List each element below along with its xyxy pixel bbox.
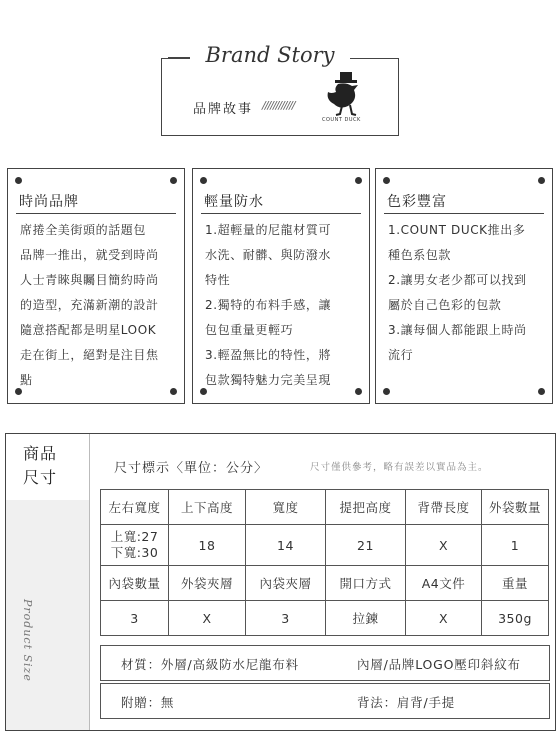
spec-heading-line: 商品 <box>23 444 58 463</box>
product-size-panel <box>5 433 556 731</box>
pin-icon <box>15 177 22 184</box>
table-cell: 3 <box>246 601 326 636</box>
material-row <box>100 645 550 681</box>
card-line: 1.COUNT DUCK推出多 <box>388 223 526 237</box>
pin-icon <box>538 388 545 395</box>
pin-icon <box>200 177 207 184</box>
decorative-slashes: //////////// <box>262 99 295 112</box>
carry-style-text: 背法：肩背/手提 <box>357 695 456 710</box>
card-divider <box>201 213 361 214</box>
feature-card-colors <box>375 168 553 404</box>
table-header-cell: 外袋夾層 <box>169 566 246 601</box>
card-body <box>388 218 542 368</box>
table-header-cell: 內袋數量 <box>101 566 169 601</box>
table-header-cell: 重量 <box>482 566 549 601</box>
product-size-vertical-label: Product Size <box>21 599 34 682</box>
card-line: 3.讓每個人都能跟上時尚 <box>388 323 527 337</box>
card-body <box>20 218 174 393</box>
size-disclaimer: 尺寸僅供參考，略有誤差以實品為主。 <box>310 462 489 473</box>
table-header-row <box>101 490 549 525</box>
card-line: 人士青睞與矚目簡約時尚 <box>20 273 159 287</box>
table-header-cell: 外袋數量 <box>482 490 549 525</box>
pin-icon <box>170 177 177 184</box>
material-inner: 內層/品牌LOGO壓印斜紋布 <box>357 657 521 672</box>
table-header-cell: 寬度 <box>246 490 326 525</box>
table-row <box>101 525 549 566</box>
feature-card-waterproof <box>192 168 370 404</box>
table-cell: 拉鍊 <box>326 601 406 636</box>
card-line: 包款獨特魅力完美呈現 <box>205 373 332 387</box>
size-unit-caption: 尺寸標示〈單位：公分〉 <box>114 461 269 476</box>
card-line: 的造型，充滿新潮的設計 <box>20 298 159 312</box>
spec-heading-line: 尺寸 <box>23 468 58 487</box>
card-line: 走在街上，絕對是注目焦 <box>20 348 159 362</box>
card-title: 時尚品牌 <box>19 194 79 210</box>
table-cell: 1 <box>482 525 549 566</box>
spec-heading <box>23 442 57 490</box>
table-cell: 14 <box>246 525 326 566</box>
table-header-cell: 內袋夾層 <box>246 566 326 601</box>
card-line: 席捲全美街頭的話題包 <box>20 223 147 237</box>
table-header-cell: 提把高度 <box>326 490 406 525</box>
card-line: 特性 <box>205 273 231 287</box>
pin-icon <box>383 177 390 184</box>
pin-icon <box>383 388 390 395</box>
size-table <box>100 489 549 636</box>
brand-story-script-title: Brand Story <box>190 38 350 72</box>
card-line: 種色系包款 <box>388 248 452 262</box>
gift-text: 附贈：無 <box>121 695 175 710</box>
table-cell: X <box>406 525 482 566</box>
card-line: 3.輕盈無比的特性，將 <box>205 348 332 362</box>
card-line: 品牌一推出，就受到時尚 <box>20 248 159 262</box>
table-header-cell: 左右寬度 <box>101 490 169 525</box>
card-line: 流行 <box>388 348 414 362</box>
card-body <box>205 218 359 393</box>
table-header-row <box>101 566 549 601</box>
card-divider <box>384 213 544 214</box>
table-header-cell: 背帶長度 <box>406 490 482 525</box>
card-divider <box>16 213 176 214</box>
brand-divider <box>168 57 192 58</box>
card-line: 屬於自己色彩的包款 <box>388 298 502 312</box>
table-cell: 18 <box>169 525 246 566</box>
card-line: 水洗、耐髒、與防潑水 <box>205 248 332 262</box>
pin-icon <box>538 177 545 184</box>
card-line: 隨意搭配都是明星LOOK <box>20 323 157 337</box>
gift-carry-row <box>100 683 550 719</box>
table-cell: 3 <box>101 601 169 636</box>
table-cell: X <box>169 601 246 636</box>
material-outer: 材質：外層/高級防水尼龍布料 <box>121 657 299 672</box>
card-line: 點 <box>20 373 33 387</box>
brand-story-subtitle: 品牌故事 <box>193 102 254 117</box>
logo-text: COUNT DUCK <box>322 117 361 123</box>
card-line: 2.讓男女老少都可以找到 <box>388 273 527 287</box>
pin-icon <box>355 177 362 184</box>
card-line: 1.超輕量的尼龍材質可 <box>205 223 332 237</box>
feature-card-fashion <box>7 168 185 404</box>
table-header-cell: 開口方式 <box>326 566 406 601</box>
card-title: 色彩豐富 <box>387 194 447 210</box>
spec-divider <box>89 434 90 730</box>
table-cell: X <box>406 601 482 636</box>
table-cell: 上寬:27 下寬:30 <box>101 525 169 566</box>
table-header-cell: A4文件 <box>406 566 482 601</box>
card-title: 輕量防水 <box>204 194 264 210</box>
table-header-cell: 上下高度 <box>169 490 246 525</box>
table-row <box>101 601 549 636</box>
card-line: 2.獨特的布料手感，讓 <box>205 298 332 312</box>
table-cell: 21 <box>326 525 406 566</box>
card-line: 包包重量更輕巧 <box>205 323 294 337</box>
table-cell: 350g <box>482 601 549 636</box>
